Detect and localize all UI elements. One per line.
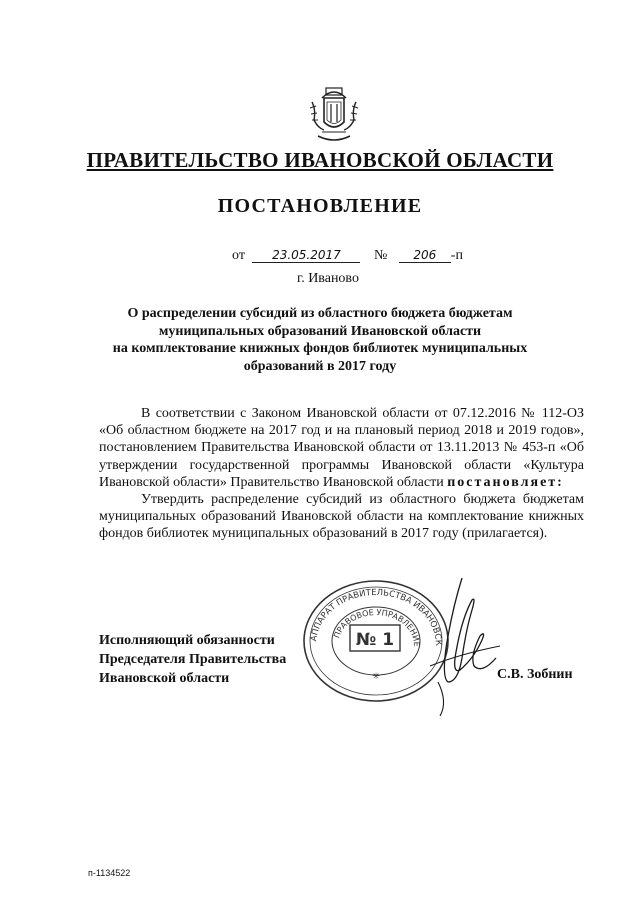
body-paragraph-1 <box>99 405 584 491</box>
document-date: 23.05.2017 <box>252 248 360 263</box>
signer-name: С.В. Зобнин <box>497 667 573 682</box>
signer-title-line-3: Ивановской области <box>99 671 230 686</box>
date-prefix: от <box>232 248 245 263</box>
signer-title-line-2: Председателя Правительства <box>99 652 287 667</box>
document-subject <box>0 305 640 375</box>
government-title: ПРАВИТЕЛЬСТВО ИВАНОВСКОЙ ОБЛАСТИ <box>86 148 554 172</box>
place-of-issue: г. Иваново <box>297 271 359 286</box>
subject-line-4: образований в 2017 году <box>243 358 397 374</box>
stamp-ring-text: АППАРАТ ПРАВИТЕЛЬСТВА ИВАНОВСК <box>309 587 444 647</box>
subject-line-2: муниципальных образований Ивановской области <box>158 323 482 339</box>
body-paragraph-2: Утвердить распределение субсидий из областного бюджета бюджетам муниципальных образований Ивановской области на комплектование книжных фондов библиотек муниципальных образований в 2017 году (прилагается). <box>99 492 584 542</box>
coat-of-arms-emblem <box>306 80 362 146</box>
stamp-number: № 1 <box>355 630 395 650</box>
number-suffix: -п <box>450 248 463 263</box>
document-footer-code: п-1134522 <box>88 868 131 878</box>
handwritten-signature <box>400 570 510 720</box>
subject-line-3: на комплектование книжных фондов библиотек муниципальных <box>112 341 528 356</box>
document-number: 206 <box>399 248 451 263</box>
signature-scribble-icon <box>400 570 510 720</box>
stamp-inner-text: ПРАВОВОЕ УПРАВЛЕНИЕ <box>332 607 422 647</box>
number-prefix: № <box>373 248 388 263</box>
document-body <box>99 405 584 543</box>
svg-text:✳: ✳ <box>372 671 380 681</box>
signer-title-line-1: Исполняющий обязанности <box>99 633 275 648</box>
document-type: ПОСТАНОВЛЕНИЕ <box>217 195 423 217</box>
subject-line-1: О распределении субсидий из областного бюджета бюджетам <box>127 306 513 321</box>
preamble-text: В соответствии с Законом Ивановской области от 07.12.2016 № 112-ОЗ «Об областном бюджете на 2017 год и на плановый период 2018 и 2019 годов», постановлением Правительства Ивановской области от 13.11.2013 № 453-п «Об утверждении государственной программы Ивановской области «Культура Ивановской области» Правительство Ивановской области <box>99 406 584 490</box>
emblem-icon <box>306 80 362 146</box>
signer-position <box>99 631 286 688</box>
resolves-word: постановляет: <box>447 474 564 490</box>
